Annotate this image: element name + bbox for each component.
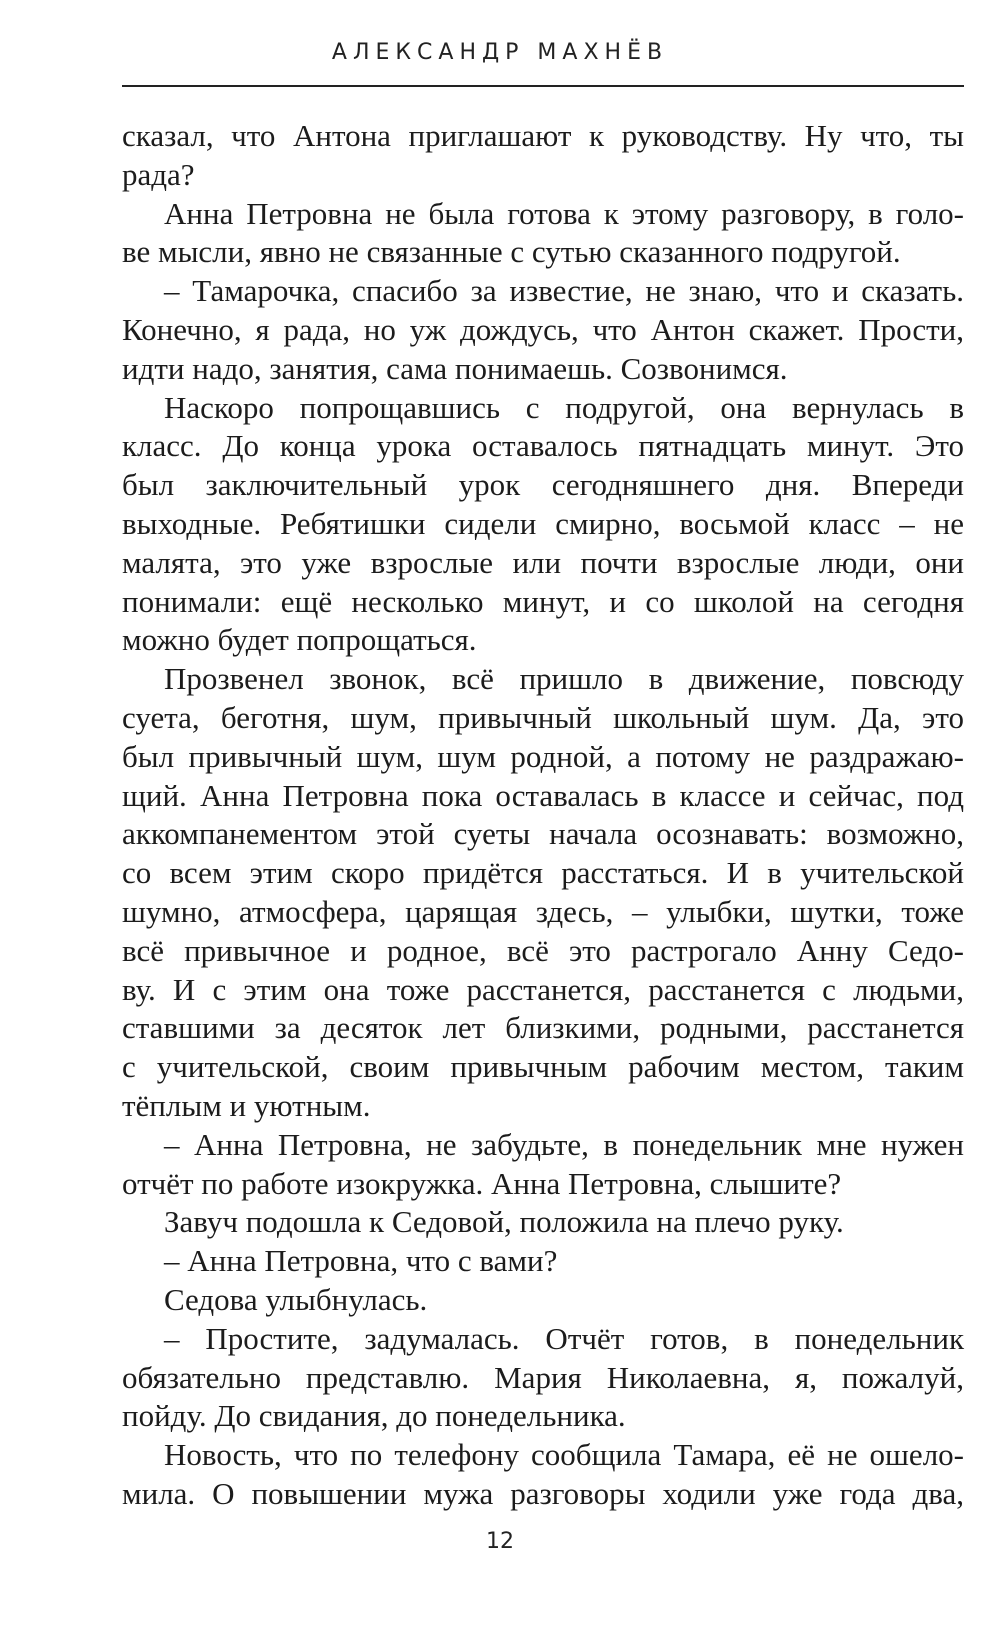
text-line: тёплым и уютным. — [122, 1087, 371, 1123]
text-line: ву. И с этим она тоже расстанется, расстанется с людьми, — [122, 971, 964, 1007]
text-line: обязательно представлю. Мария Николаевна, я, пожалуй, — [122, 1359, 964, 1395]
text-line: класс. До конца урока оставалось пятнадцать минут. Это — [122, 428, 964, 464]
text-line: Наскоро попрощавшись с подругой, она вернулась в — [164, 389, 964, 425]
text-line: идти надо, занятия, сама понимаешь. Созвонимся. — [122, 350, 788, 386]
text-line: отчёт по работе изокружка. Анна Петровна, слышите? — [122, 1165, 842, 1201]
text-line: со всем этим скоро придётся расстаться. И в учительской — [122, 855, 964, 891]
text-line: рада? — [122, 156, 195, 192]
text-line: был заключительный урок сегодняшнего дня. Впереди — [122, 467, 964, 503]
text-line: был привычный шум, шум родной, а потому не раздражаю- — [122, 738, 964, 774]
page-number: 12 — [486, 1529, 514, 1554]
text-line: Прозвенел звонок, всё пришло в движение, повсюду — [164, 661, 964, 697]
text-line: Анна Петровна не была готова к этому разговору, в голо- — [164, 195, 964, 231]
text-line: – Анна Петровна, что с вами? — [164, 1243, 558, 1279]
body-text — [122, 117, 964, 1514]
text-line: – Простите, задумалась. Отчёт готов, в понедельник — [164, 1320, 964, 1356]
text-line: Седова улыбнулась. — [164, 1281, 428, 1317]
text-line: Завуч подошла к Седовой, положила на плечо руку. — [164, 1204, 844, 1240]
text-line: с учительской, своим привычным рабочим местом, таким — [122, 1049, 964, 1085]
text-line: аккомпанементом этой суеты начала осознавать: возможно, — [122, 816, 964, 852]
text-line: – Тамарочка, спасибо за известие, не знаю, что и сказать. — [164, 273, 964, 309]
text-line: шумно, атмосфера, царящая здесь, – улыбки, шутки, тоже — [122, 893, 964, 929]
text-line: щий. Анна Петровна пока оставалась в классе и сейчас, под — [122, 777, 964, 813]
text-line: понимали: ещё несколько минут, и со школой на сегодня — [122, 583, 964, 619]
running-head-author: АЛЕКСАНДР МАХНЁВ — [331, 40, 669, 65]
text-line: ставшими за десяток лет близкими, родными, расстанется — [122, 1010, 964, 1046]
text-line: выходные. Ребятишки сидели смирно, восьмой класс – не — [122, 505, 964, 541]
text-line: суета, беготня, шум, привычный школьный шум. Да, это — [122, 699, 964, 735]
text-line: мила. О повышении мужа разговоры ходили уже года два, — [122, 1475, 964, 1511]
text-line: можно будет попрощаться. — [122, 622, 477, 658]
text-line: сказал, что Антона приглашают к руководству. Ну что, ты — [122, 118, 964, 153]
text-line: Конечно, я рада, но уж дождусь, что Антон скажет. Прости, — [122, 311, 964, 347]
text-line: – Анна Петровна, не забудьте, в понедельник мне нужен — [164, 1126, 964, 1162]
text-line: ве мысли, явно не связанные с сутью сказанного подругой. — [122, 234, 901, 270]
text-line: малята, это уже взрослые или почти взрослые люди, они — [122, 544, 964, 580]
text-line: пойду. До свидания, до понедельника. — [122, 1398, 626, 1434]
text-line: Новость, что по телефону сообщила Тамара, её не ошело- — [164, 1437, 964, 1473]
header-rule — [122, 85, 964, 87]
text-line: всё привычное и родное, всё это растрогало Анну Седо- — [122, 932, 964, 968]
